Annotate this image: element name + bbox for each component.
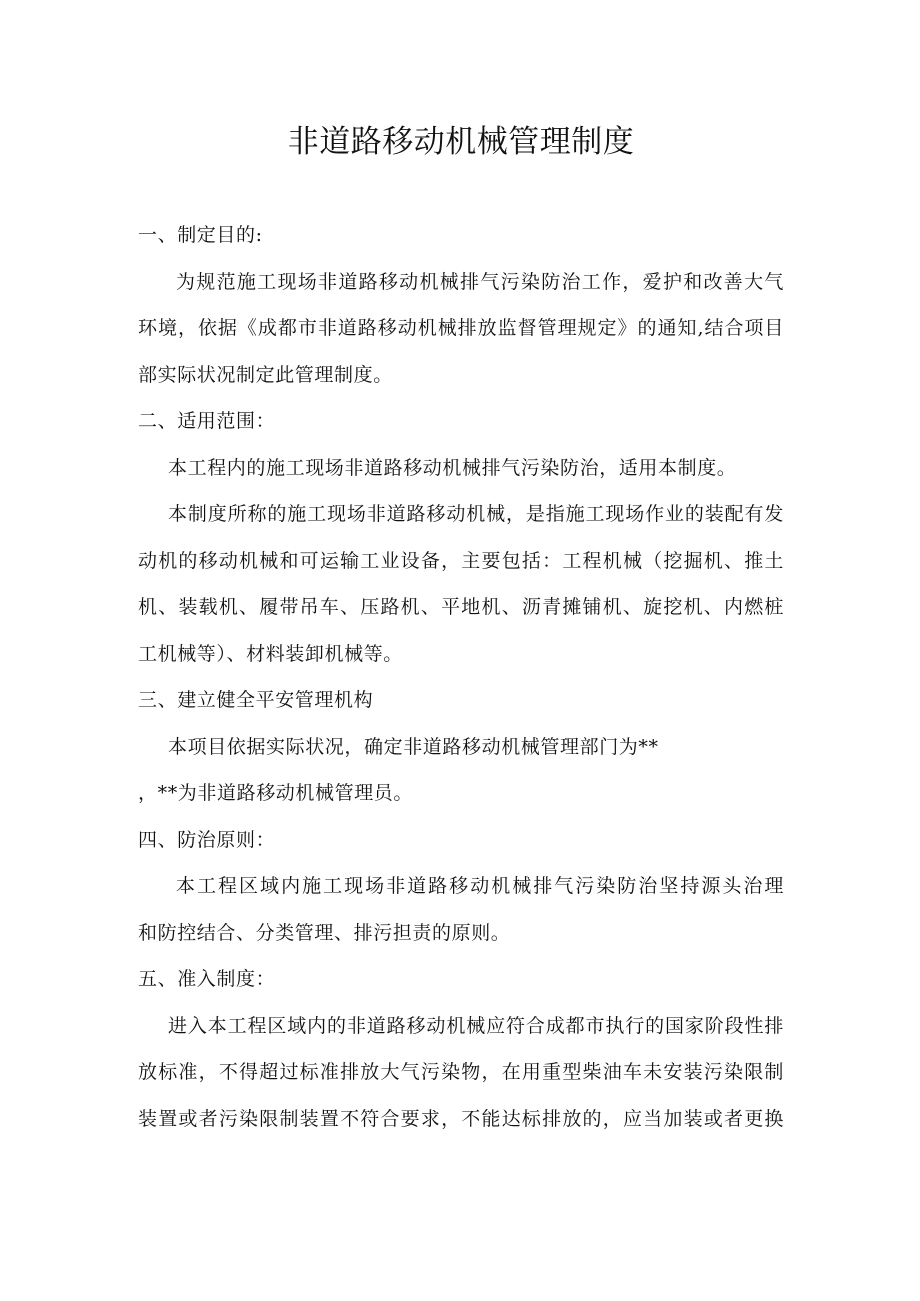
paragraph-line: ，**为非道路移动机械管理员。 [138,782,414,804]
paragraph-line: 本工程区域内施工现场非道路移动机械排气污染防治坚持源头治理 [176,875,784,897]
paragraph-line: 本制度所称的施工现场非道路移动机械，是指施工现场作业的装配有发 [168,503,784,525]
document-body [138,224,784,1131]
paragraph-line: 和防控结合、分类管理、排污担责的原则。 [138,921,511,944]
paragraph-line: 进入本工程区域内的非道路移动机械应符合成都市执行的国家阶段性排 [168,1014,784,1037]
paragraph-line: 环境，依据《成都市非道路移动机械排放监督管理规定》的通知,结合项目 [138,317,784,339]
paragraph-line: 机、装载机、履带吊车、压路机、平地机、沥青摊铺机、旋挖机、内燃桩 [138,596,784,618]
paragraph-line: 本工程内的施工现场非道路移动机械排气污染防治，适用本制度。 [168,456,737,479]
paragraph-line: 为规范施工现场非道路移动机械排气污染防治工作，爱护和改善大气 [176,270,784,293]
section-heading: 一、制定目的: [138,224,263,246]
section-heading: 二、适用范围： [138,410,276,432]
paragraph-line: 本项目依据实际状况，确定非道路移动机械管理部门为** [168,735,659,758]
paragraph-line: 放标准，不得超过标准排放大气污染物，在用重型柴油车未安装污染限制 [138,1061,784,1083]
paragraph-line: 动机的移动机械和可运输工业设备，主要包括：工程机械（挖掘机、推土 [138,549,784,572]
section-heading: 四、防治原则： [138,828,276,851]
paragraph-line: 工机械等）、材料装卸机械等。 [138,642,403,665]
paragraph-line: 部实际状况制定此管理制度。 [138,363,393,386]
section-heading: 三、建立健全平安管理机构 [138,689,374,711]
document-title: 非道路移动机械管理制度 [287,124,635,160]
section-heading: 五、准入制度： [138,968,276,990]
paragraph-line: 装置或者污染限制装置不符合要求，不能达标排放的，应当加装或者更换 [138,1107,784,1130]
